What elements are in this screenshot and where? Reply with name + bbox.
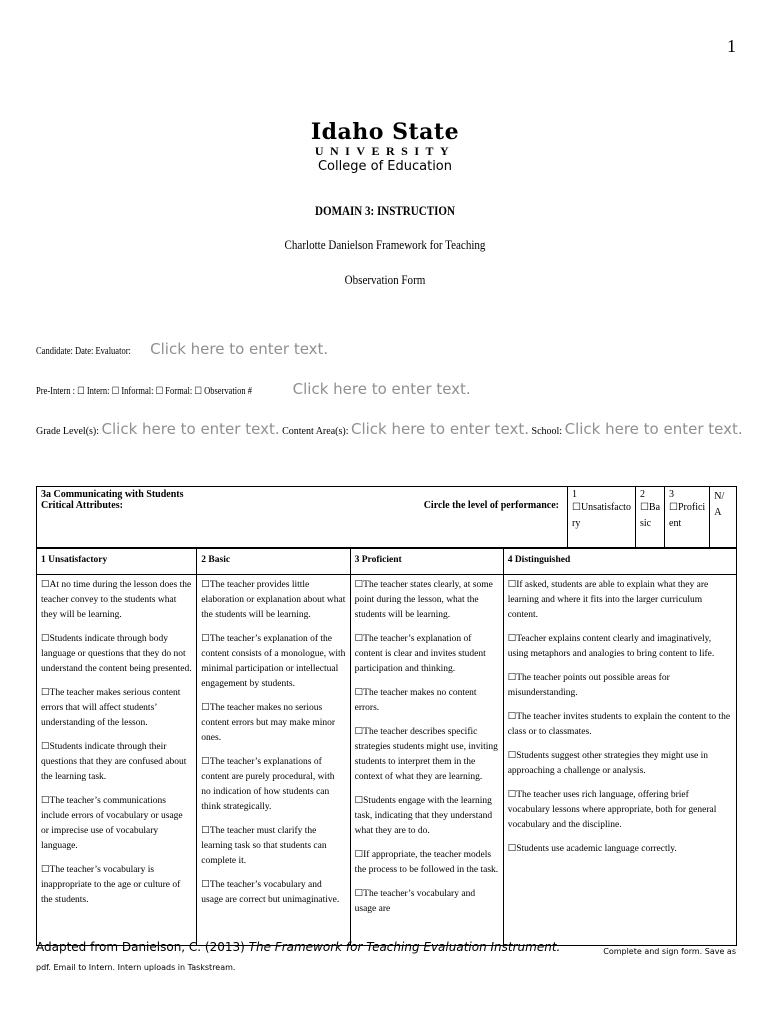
- form-title: Observation Form: [344, 272, 426, 287]
- level-2-cell[interactable]: [635, 487, 664, 548]
- rubric-table: [36, 548, 737, 946]
- rubric-item[interactable]: ☐The teacher states clearly, at some point during the lesson, what the students will be learning.: [354, 580, 493, 620]
- level-na-cell[interactable]: [710, 487, 737, 548]
- level-2-label: ☐Ba sic: [639, 502, 661, 529]
- rubric-item[interactable]: ☐The teacher’s vocabulary and usage are: [354, 889, 476, 914]
- rubric-item[interactable]: ☐The teacher’s communications include errors of vocabulary or usage or imprecise use of vocabulary language.: [41, 796, 183, 851]
- rubric-item[interactable]: ☐At no time during the lesson does the teacher convey to the students what they will be learning.: [41, 580, 192, 620]
- rubric-item[interactable]: ☐The teacher describes specific strategies students might use, inviting students to interpret them in the context of what they are learning.: [354, 727, 498, 782]
- evaluator-field[interactable]: Click here to enter text.: [150, 340, 329, 358]
- level-1-label: ☐Unsatisfacto ry: [572, 502, 631, 529]
- footer-sign-note: Complete and sign form. Save as: [603, 947, 736, 956]
- citation-title: The Framework for Teaching Evaluation Instrument.: [248, 940, 561, 954]
- content-area-label: Content Area(s):: [282, 426, 349, 437]
- grade-label: Grade Level(s):: [36, 426, 100, 437]
- level-1-number: 1: [572, 489, 577, 500]
- rubric-item[interactable]: ☐The teacher makes no serious content errors but may make minor ones.: [201, 703, 336, 743]
- citation-prefix: Adapted from Danielson, C. (2013): [36, 940, 249, 954]
- header-unsatisfactory: 1 Unsatisfactory: [37, 549, 197, 575]
- rubric-item[interactable]: ☐The teacher makes serious content errors that will affect students’ understanding of the lesson.: [41, 688, 181, 728]
- observation-row: [36, 380, 471, 398]
- component-info-cell: [37, 487, 568, 548]
- rubric-item[interactable]: ☐Students use academic language correctly.: [507, 844, 677, 854]
- rubric-item[interactable]: ☐The teacher’s vocabulary is inappropriate to the age or culture of the students.: [41, 865, 181, 905]
- component-title: 3a Communicating with Students: [41, 489, 184, 500]
- rubric-item[interactable]: ☐Students indicate through body language or questions that they do not understand the content being presented.: [41, 634, 192, 674]
- school-field[interactable]: Click here to enter text.: [564, 420, 743, 438]
- level-2-number: 2: [639, 489, 645, 500]
- rubric-item[interactable]: ☐If appropriate, the teacher models the process to be followed in the task.: [354, 850, 499, 875]
- rubric-item[interactable]: ☐The teacher invites students to explain the content to the class or to classmates.: [507, 712, 731, 737]
- content-area-field[interactable]: Click here to enter text.: [350, 420, 530, 438]
- rubric-item[interactable]: ☐The teacher uses rich language, offering brief vocabulary lessons where appropriate, both for general vocabulary and the discipline.: [507, 790, 717, 830]
- level-1-cell[interactable]: [568, 487, 636, 548]
- footer-citation: [36, 940, 560, 954]
- level-na-number: N/ A: [714, 491, 725, 518]
- rubric-item[interactable]: ☐The teacher’s vocabulary and usage are correct but unimaginative.: [201, 880, 340, 905]
- column-distinguished: [503, 575, 736, 946]
- rubric-item[interactable]: ☐The teacher points out possible areas for misunderstanding.: [507, 673, 670, 698]
- rubric-item[interactable]: ☐The teacher makes no content errors.: [354, 688, 477, 713]
- column-unsatisfactory: [37, 575, 197, 946]
- rubric-item[interactable]: ☐If asked, students are able to explain what they are learning and where it fits into the larger curriculum content.: [507, 580, 709, 620]
- rubric-item[interactable]: ☐Students suggest other strategies they might use in approaching a challenge or analysis.: [507, 751, 709, 776]
- logo-line-1: Idaho State: [310, 119, 460, 145]
- rubric-item[interactable]: ☐The teacher’s explanation of content is clear and invites student participation and thinking.: [354, 634, 486, 674]
- footer-email-note: pdf. Email to Intern. Intern uploads in Taskstream.: [36, 963, 236, 972]
- observation-number-field[interactable]: Click here to enter text.: [292, 380, 471, 398]
- university-logo: [0, 120, 770, 176]
- rubric-item[interactable]: ☐Teacher explains content clearly and imaginatively, using metaphors and analogies to bring content to life.: [507, 634, 715, 659]
- header-proficient: 3 Proficient: [350, 549, 503, 575]
- domain-title: DOMAIN 3: INSTRUCTION: [315, 203, 455, 218]
- grade-field[interactable]: Click here to enter text.: [101, 420, 280, 438]
- logo-line-3: College of Education: [317, 159, 453, 174]
- rubric-item[interactable]: ☐Students indicate through their questions that they are confused about the learning task.: [41, 742, 187, 782]
- column-basic: [197, 575, 350, 946]
- grade-row: [36, 420, 743, 438]
- header-basic: 2 Basic: [197, 549, 350, 575]
- page-number: 1: [727, 36, 736, 56]
- column-proficient: [350, 575, 503, 946]
- candidate-row: [36, 340, 328, 358]
- framework-title: Charlotte Danielson Framework for Teaching: [284, 237, 486, 252]
- rubric-item[interactable]: ☐Students engage with the learning task, indicating that they understand what they are to do.: [354, 796, 493, 836]
- rubric-item[interactable]: ☐The teacher’s explanations of content are purely procedural, with no indication of how students can think strategically.: [201, 757, 335, 812]
- header-distinguished: 4 Distinguished: [503, 549, 736, 575]
- rubric-item[interactable]: ☐The teacher must clarify the learning task so that students can complete it.: [201, 826, 327, 866]
- rubric-item[interactable]: ☐The teacher provides little elaboration or explanation about what the students will be learning.: [201, 580, 346, 620]
- level-3-number: 3: [669, 489, 675, 500]
- rubric-item[interactable]: ☐The teacher’s explanation of the content consists of a monologue, with minimal participation or intellectual engagement by students.: [201, 634, 346, 689]
- level-3-cell[interactable]: [665, 487, 710, 548]
- circle-level-label: Circle the level of performance:: [423, 500, 559, 511]
- level-3-label: ☐Profici ent: [669, 502, 706, 529]
- observation-type-labels[interactable]: Pre-Intern : ☐ Intern: ☐ Informal: ☐ Formal: ☐ Observation #: [36, 386, 253, 397]
- candidate-labels: Candidate: Date: Evaluator:: [36, 346, 131, 357]
- logo-line-2: UNIVERSITY: [314, 144, 456, 158]
- critical-attributes-label: Critical Attributes:: [41, 500, 123, 511]
- component-header-table: [36, 486, 737, 548]
- school-label: School:: [531, 426, 563, 437]
